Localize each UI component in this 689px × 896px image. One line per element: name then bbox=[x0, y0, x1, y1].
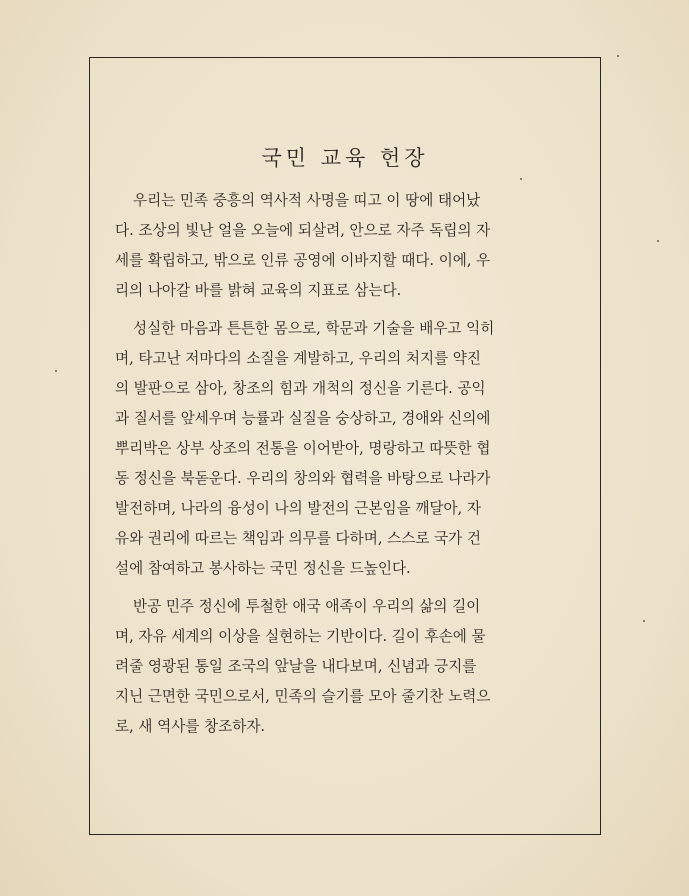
text-line: 세를 확립하고, 밖으로 인류 공영에 이바지할 때다. 이에, 우 bbox=[115, 252, 491, 269]
text-line: 설에 참여하고 봉사하는 국민 정신을 드높인다. bbox=[115, 560, 411, 577]
text-line: 지닌 근면한 국민으로서, 민족의 슬기를 모아 줄기찬 노력으 bbox=[115, 688, 491, 705]
text-line: 다. 조상의 빛난 얼을 오늘에 되살려, 안으로 자주 독립의 자 bbox=[115, 222, 491, 239]
text-line: 우리는 민족 중흥의 역사적 사명을 띠고 이 땅에 태어났 bbox=[133, 192, 481, 209]
paper-speck bbox=[617, 55, 619, 57]
text-line: 동 정신을 북돋운다. 우리의 창의와 협력을 바탕으로 나라가 bbox=[115, 470, 491, 487]
paper-speck bbox=[643, 620, 645, 622]
text-line: 려줄 영광된 통일 조국의 앞날을 내다보며, 신념과 긍지를 bbox=[115, 658, 477, 675]
charter-title: 국민 교육 헌장 bbox=[261, 146, 429, 170]
text-line: 발전하며, 나라의 융성이 나의 발전의 근본임을 깨달아, 자 bbox=[115, 500, 481, 517]
text-line: 성실한 마음과 튼튼한 몸으로, 학문과 기술을 배우고 익히 bbox=[133, 320, 495, 337]
paragraph-1 bbox=[115, 186, 577, 306]
charter-frame bbox=[89, 57, 601, 835]
text-line: 의 발판으로 삼아, 창조의 힘과 개척의 정신을 기른다. 공익 bbox=[115, 380, 486, 397]
text-line: 며, 타고난 저마다의 소질을 계발하고, 우리의 처지를 약진 bbox=[115, 350, 481, 367]
text-line: 반공 민주 정신에 투철한 애국 애족이 우리의 삶의 길이 bbox=[133, 598, 481, 615]
charter-body bbox=[115, 186, 577, 750]
paper-speck bbox=[657, 240, 659, 242]
text-line: 리의 나아갈 바를 밝혀 교육의 지표로 삼는다. bbox=[115, 282, 402, 299]
text-line: 며, 자유 세계의 이상을 실현하는 기반이다. 길이 후손에 물 bbox=[115, 628, 486, 645]
paragraph-2 bbox=[115, 314, 577, 584]
text-line: 과 질서를 앞세우며 능률과 실질을 숭상하고, 경애와 신의에 bbox=[115, 410, 491, 427]
text-line: 뿌리박은 상부 상조의 전통을 이어받아, 명랑하고 따뜻한 협 bbox=[115, 440, 491, 457]
text-line: 유와 권리에 따르는 책임과 의무를 다하며, 스스로 국가 건 bbox=[115, 530, 481, 547]
text-line: 로, 새 역사를 창조하자. bbox=[115, 718, 266, 735]
paragraph-3 bbox=[115, 592, 577, 742]
paper-speck bbox=[55, 370, 57, 372]
